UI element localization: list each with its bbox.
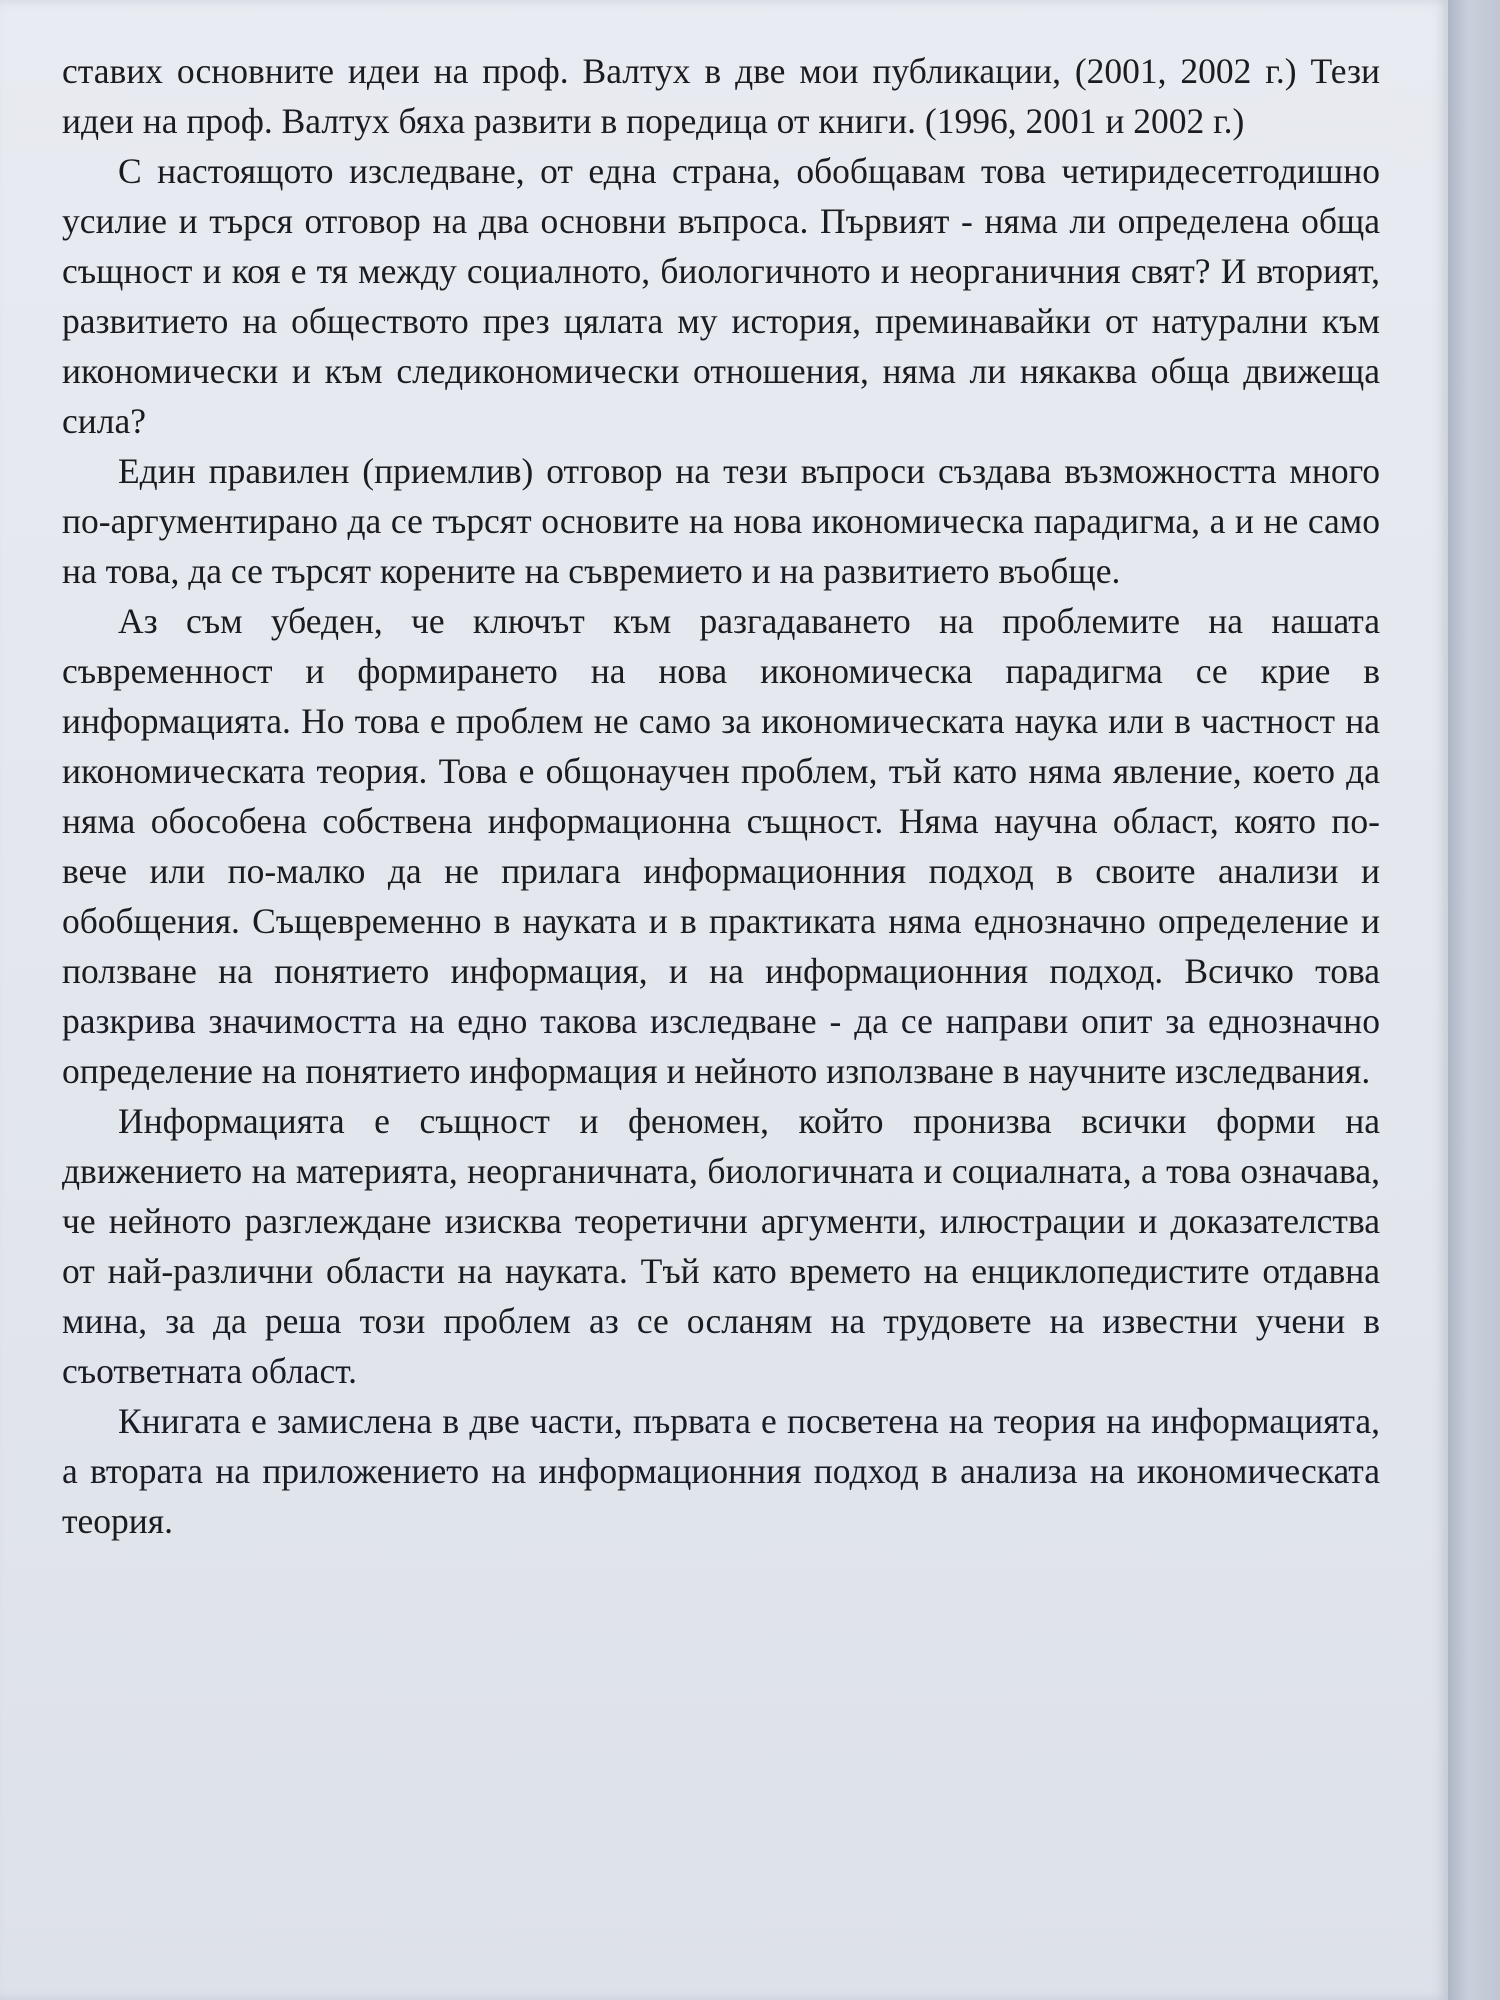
paragraph-5: Информацията е същност и феномен, който пронизва всички форми на движението на материята, неорганичната, биологичната и социалната, а това означава, че нейното разглеждане изисква теоретични аргументи, илюстрации и доказателства от най-различни области на науката. Тъй като времето на енциклопедистите отдавна мина, за да реша този проблем аз се осланям на трудовете на известни учени в съответната област.: [62, 1101, 1380, 1391]
paragraph-1: ставих основните идеи на проф. Валтух в две мои публикации, (2001, 2002 г.) Тези идеи на проф. Валтух бяха развити в поредица от книги. (1996, 2001 и 2002 г.): [62, 51, 1380, 141]
paragraph-3: Един правилен (приемлив) отговор на тези въпроси създава възможността много по-аргументирано да се търсят основите на нова икономическа парадигма, а и не само на това, да се търсят корените на съвремието и на развитието въобще.: [62, 451, 1380, 591]
body-text: [62, 46, 1380, 1546]
paragraph-6: Книгата е замислена в две части, първата е посветена на теория на информацията, а втората на приложението на информационния подход в анализа на икономическата теория.: [62, 1401, 1380, 1541]
paragraph-2: С настоящото изследване, от една страна, обобщавам това четиридесетгодишно усилие и търся отговор на два основни въпроса. Първият - няма ли определена обща същност и коя е тя между социалното, биологичното и неорганичния свят? И вторият, развитието на обществото през цялата му история, преминавайки от натурални към икономически и към следикономически отношения, няма ли някаква обща движеща сила?: [62, 151, 1380, 441]
page-edge: [1448, 0, 1500, 2000]
paragraph-4: Аз съм убеден, че ключът към разгадаването на проблемите на нашата съвременност и формирането на нова икономическа парадигма се крие в информацията. Но това е проблем не само за икономическата наука или в частност на икономическата теория. Това е общонаучен проблем, тъй като няма явление, което да няма обособена собствена информационна същност. Няма научна област, която по-вече или по-малко да не прилага информационния подход в своите анализи и обобщения. Същевременно в науката и в практиката няма еднозначно определение и ползване на понятието информация, и на информационния подход. Всичко това разкрива значимостта на едно такова изследване - да се направи опит за еднозначно определение на понятието информация и нейното използване в научните изследвания.: [62, 601, 1380, 1091]
